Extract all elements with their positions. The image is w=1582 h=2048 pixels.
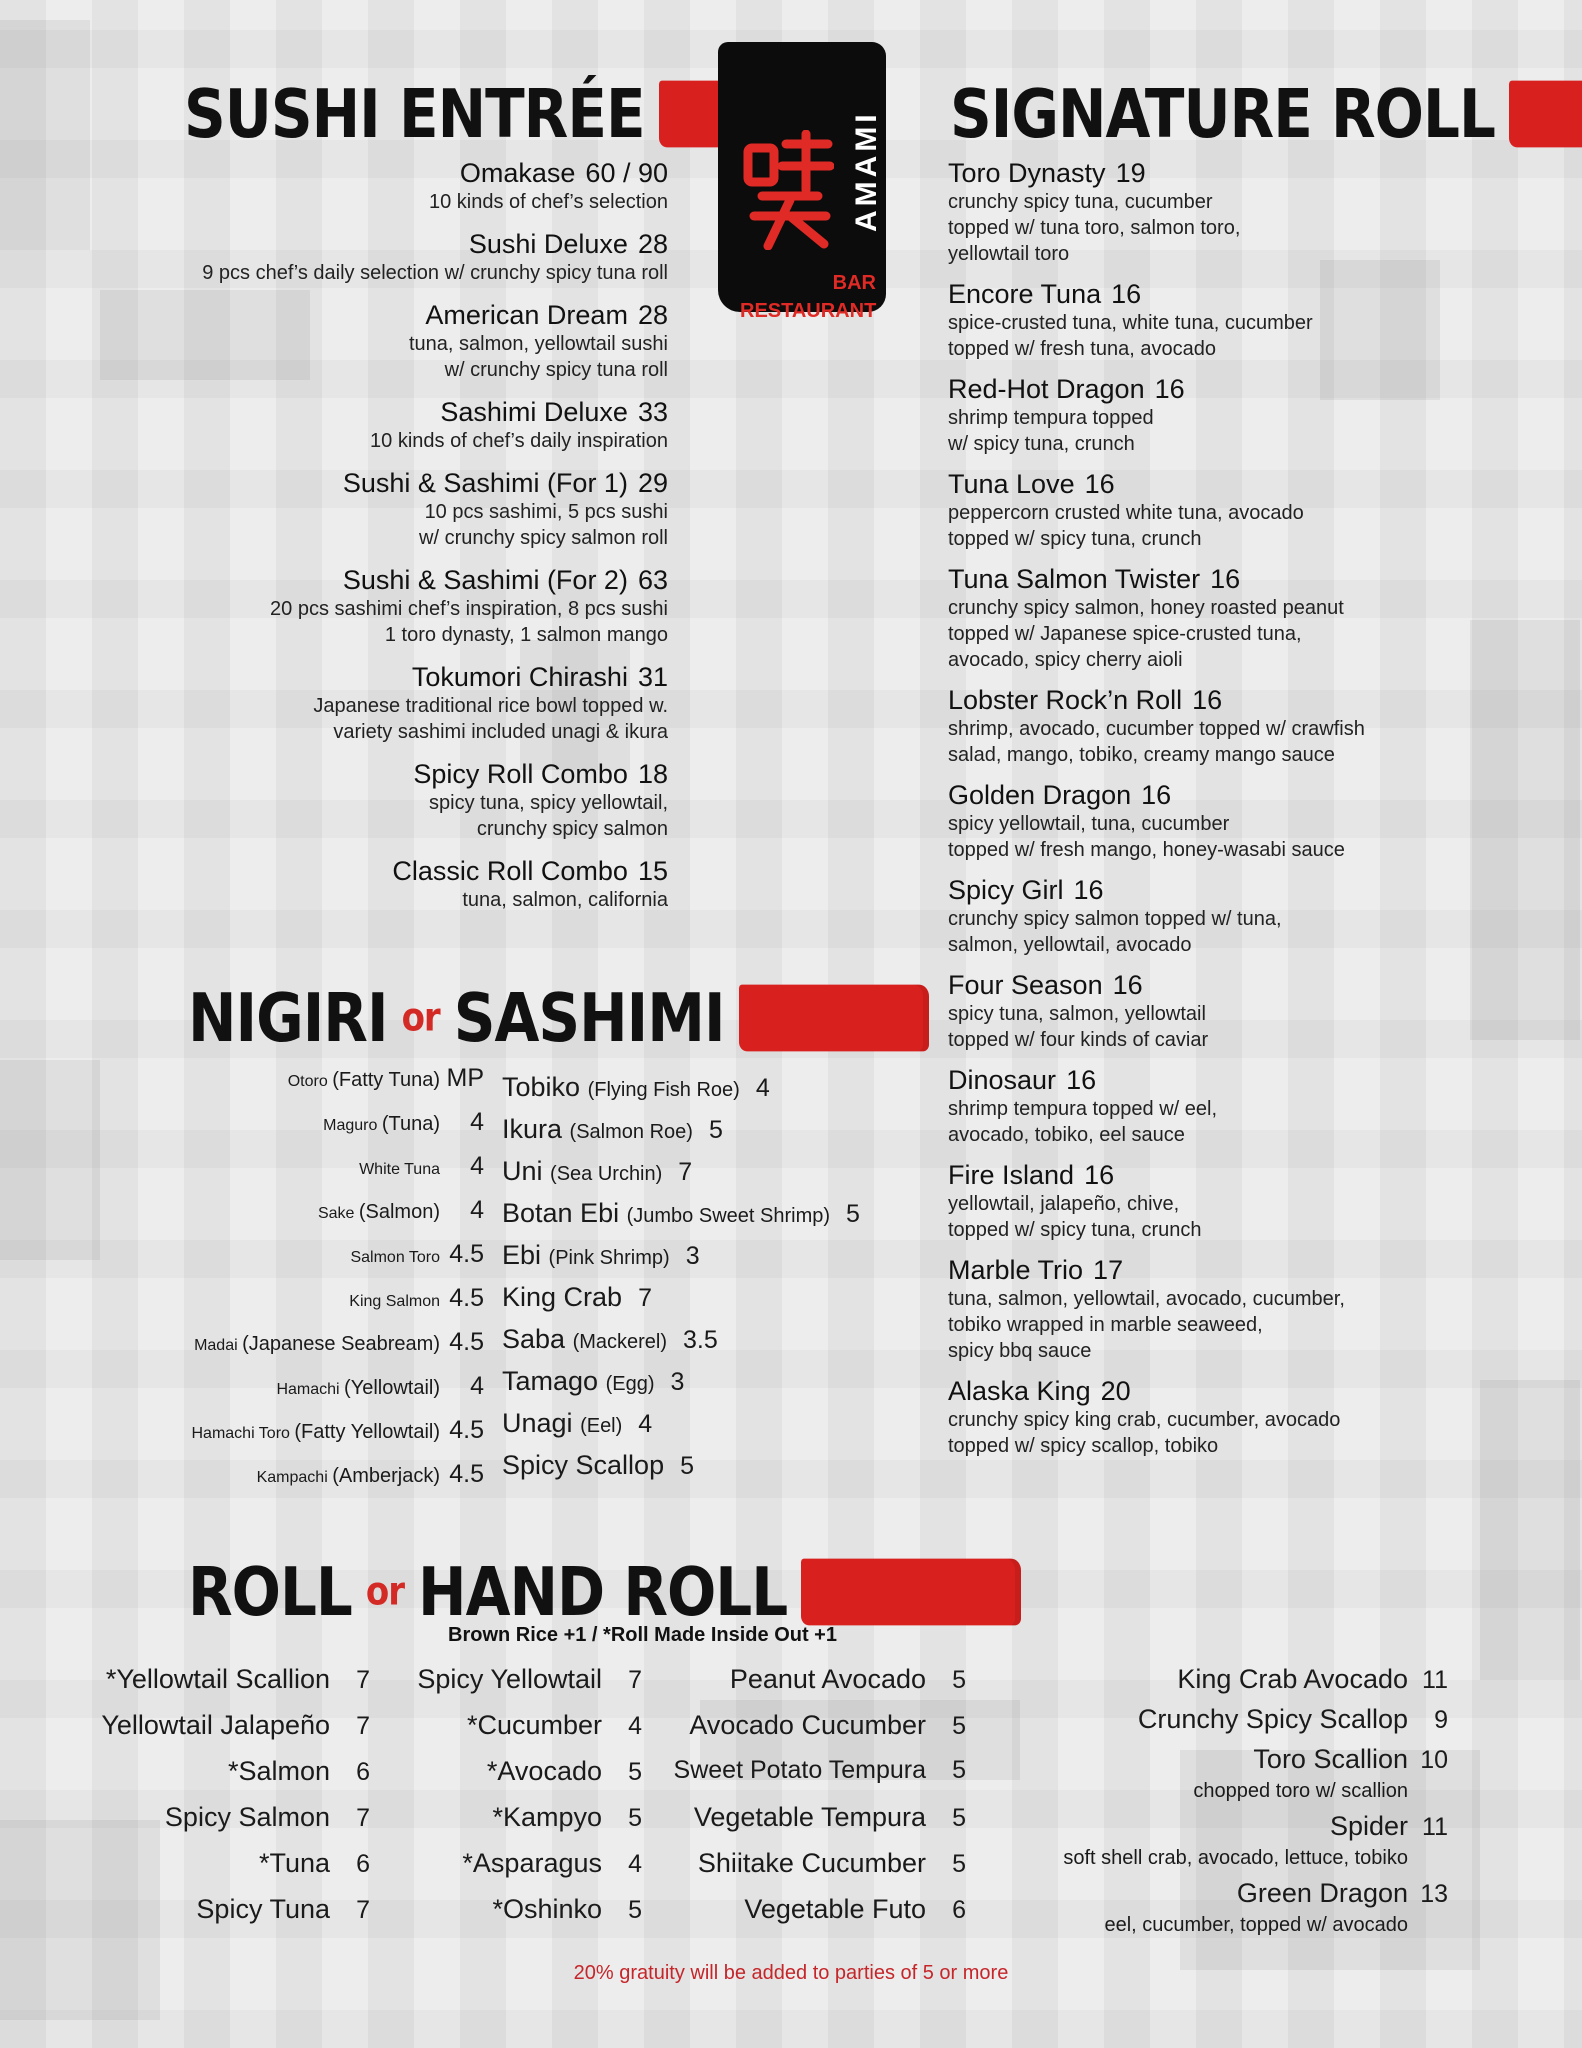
item-price: 6 (356, 1850, 370, 1878)
item-price: 5 (952, 1850, 966, 1878)
roll-item (660, 1802, 966, 1848)
nigiri-item (502, 1408, 922, 1450)
item-price: 5 (846, 1200, 860, 1228)
roll-item (70, 1894, 370, 1940)
item-name: Yellowtail Jalapeño (101, 1710, 330, 1740)
nigiri-item (60, 1196, 484, 1240)
item-price: 4 (755, 1074, 770, 1102)
item-price: 4 (470, 1152, 484, 1180)
item-price: 10 (1420, 1746, 1448, 1774)
item-name: Spicy Tuna (196, 1894, 330, 1924)
roll-item (70, 1802, 370, 1848)
item-price: 4 (638, 1410, 653, 1438)
item-name: Tamago (502, 1366, 599, 1396)
item-description: crunchy spicy king crab, cucumber, avocado topped w/ spicy scallop, tobiko (948, 1409, 1341, 1457)
heading-red-bar (801, 1559, 1021, 1626)
nigiri-item (502, 1240, 922, 1282)
roll-item (660, 1664, 966, 1710)
item-name: Golden Dragon (948, 780, 1132, 810)
item-name: Vegetable Tempura (693, 1802, 926, 1832)
item-translation: (Salmon) (358, 1201, 440, 1223)
item-name: Hamachi (276, 1381, 340, 1398)
item-name: Spicy Yellowtail (417, 1664, 602, 1694)
item-name: *Cucumber (466, 1710, 602, 1740)
sushi-entree-list (90, 158, 668, 927)
item-price: 4.5 (449, 1328, 484, 1356)
logo-restaurant-label: RESTAURANT (740, 300, 877, 322)
item-price: 16 (1154, 374, 1185, 404)
item-name: *Asparagus (462, 1848, 602, 1878)
roll-item (1000, 1878, 1448, 1937)
item-name: Toro Scallion (1253, 1744, 1408, 1774)
item-price: 16 (1210, 564, 1241, 594)
heading-red-bar (739, 985, 929, 1052)
menu-item (90, 759, 668, 842)
roll-title: ROLL (188, 1552, 352, 1632)
item-price: 7 (356, 1666, 370, 1694)
sushi-entree-title: SUSHI ENTRÉE (184, 74, 645, 154)
item-price: 29 (637, 468, 668, 498)
menu-item (948, 1376, 1508, 1459)
item-price: 4 (628, 1850, 642, 1878)
menu-item (90, 397, 668, 454)
nigiri-item (502, 1324, 922, 1366)
item-name: *Tuna (258, 1848, 330, 1878)
item-translation: (Flying Fish Roe) (587, 1079, 740, 1101)
item-price: 16 (1141, 780, 1172, 810)
logo-bar-label: BAR (832, 272, 876, 294)
item-name: Encore Tuna (948, 279, 1102, 309)
item-name: Toro Dynasty (948, 158, 1106, 188)
item-description: spice-crusted tuna, white tuna, cucumber topped w/ fresh tuna, avocado (948, 312, 1313, 360)
item-price: 5 (628, 1758, 642, 1786)
item-translation: (Pink Shrimp) (548, 1247, 670, 1269)
item-price: 7 (356, 1896, 370, 1924)
item-price: 28 (637, 229, 668, 259)
item-name: Madai (194, 1337, 238, 1354)
item-name: Shiitake Cucumber (697, 1848, 926, 1878)
item-price: 11 (1422, 1813, 1448, 1841)
item-price: 4 (470, 1196, 484, 1224)
item-price: 16 (1066, 1065, 1097, 1095)
roll-item (1000, 1811, 1448, 1870)
item-price: 4.5 (449, 1284, 484, 1312)
item-translation: (Salmon Roe) (569, 1121, 693, 1143)
item-price: 5 (680, 1452, 694, 1480)
item-translation: (Tuna) (381, 1113, 440, 1135)
item-price: 31 (637, 662, 668, 692)
item-translation: (Jumbo Sweet Shrimp) (626, 1205, 831, 1227)
item-name: Red-Hot Dragon (948, 374, 1145, 404)
menu-item (90, 300, 668, 383)
roll-item (380, 1664, 642, 1710)
item-price: 3 (685, 1242, 700, 1270)
item-price: 7 (356, 1804, 370, 1832)
item-name: *Oshinko (492, 1894, 602, 1924)
item-translation: (Eel) (580, 1415, 623, 1437)
item-price: 60 / 90 (585, 158, 668, 188)
item-name: Ikura (502, 1114, 563, 1144)
item-translation: (Mackerel) (572, 1331, 668, 1353)
item-name: Omakase (459, 158, 576, 188)
roll-item (1000, 1704, 1448, 1744)
roll-item (380, 1848, 642, 1894)
roll-item (1000, 1744, 1448, 1803)
item-price: 16 (1112, 970, 1143, 1000)
logo-name: AMAMI (850, 110, 883, 232)
item-description: soft shell crab, avocado, lettuce, tobiko (1063, 1847, 1408, 1869)
nigiri-item (60, 1284, 484, 1328)
item-price: 33 (637, 397, 668, 427)
item-price: 5 (628, 1804, 642, 1832)
item-name: White Tuna (359, 1161, 440, 1178)
sashimi-title: SASHIMI (453, 978, 725, 1058)
nigiri-item (60, 1152, 484, 1196)
gratuity-note: 20% gratuity will be added to parties of 5 or more (573, 1962, 1009, 1984)
item-description: shrimp tempura topped w/ eel, avocado, tobiko, eel sauce (948, 1098, 1218, 1146)
item-translation: (Japanese Seabream) (242, 1333, 440, 1355)
item-price: 5 (952, 1712, 966, 1740)
roll-item (660, 1894, 966, 1940)
item-price: 4 (470, 1372, 484, 1400)
nigiri-item (60, 1372, 484, 1416)
item-name: Kampachi (256, 1469, 328, 1486)
menu-item (948, 564, 1508, 673)
item-name: *Kampyo (492, 1802, 602, 1832)
item-price: 7 (638, 1284, 652, 1312)
roll-hand-roll-heading (188, 1553, 1021, 1631)
roll-list-3 (660, 1664, 966, 1940)
item-name: Vegetable Futo (744, 1894, 926, 1924)
item-description: 9 pcs chef’s daily selection w/ crunchy spicy tuna roll (202, 262, 668, 284)
roll-item (1000, 1664, 1448, 1704)
item-name: Peanut Avocado (729, 1664, 926, 1694)
item-price: 16 (1073, 875, 1104, 905)
item-price: 11 (1422, 1666, 1448, 1694)
item-name: *Avocado (486, 1756, 602, 1786)
item-description: shrimp, avocado, cucumber topped w/ crawfish salad, mango, tobiko, creamy mango sauce (948, 718, 1365, 766)
menu-item (948, 279, 1508, 362)
item-description: eel, cucumber, topped w/ avocado (1104, 1914, 1408, 1936)
heading-red-bar (1509, 81, 1582, 148)
item-name: Maguro (323, 1117, 378, 1134)
item-price: 28 (637, 300, 668, 330)
menu-item (948, 1065, 1508, 1148)
item-name: Fire Island (948, 1160, 1075, 1190)
nigiri-item (502, 1072, 922, 1114)
signature-roll-list (948, 158, 1508, 1471)
item-name: Spicy Roll Combo (413, 759, 628, 789)
item-name: Alaska King (948, 1376, 1091, 1406)
nigiri-item (502, 1114, 922, 1156)
item-name: Uni (502, 1156, 543, 1186)
roll-item (380, 1802, 642, 1848)
item-description: 10 kinds of chef’s selection (428, 191, 668, 213)
item-description: peppercorn crusted white tuna, avocado topped w/ spicy tuna, crunch (948, 502, 1304, 550)
item-price: 7 (678, 1158, 693, 1186)
menu-item (948, 1255, 1508, 1364)
signature-roll-heading (950, 75, 1582, 153)
item-translation: (Fatty Tuna) (332, 1069, 440, 1091)
item-name: American Dream (425, 300, 628, 330)
roll-item (380, 1756, 642, 1802)
item-price: 5 (708, 1116, 723, 1144)
nigiri-right-list (502, 1072, 922, 1492)
item-description: spicy yellowtail, tuna, cucumber topped w/ fresh mango, honey-wasabi sauce (948, 813, 1345, 861)
item-description: spicy tuna, spicy yellowtail, crunchy spicy salmon (429, 792, 668, 840)
item-name: Tokumori Chirashi (411, 662, 628, 692)
item-name: Sushi Deluxe (468, 229, 628, 259)
roll-item (380, 1710, 642, 1756)
item-name: Sushi & Sashimi (For 2) (342, 565, 628, 595)
menu-item (90, 662, 668, 745)
item-name: Sashimi Deluxe (440, 397, 628, 427)
item-price: 16 (1192, 685, 1223, 715)
roll-item (70, 1756, 370, 1802)
roll-item (70, 1664, 370, 1710)
item-price: 3.5 (683, 1326, 718, 1354)
menu-item (948, 469, 1508, 552)
roll-item (660, 1756, 966, 1802)
item-price: 7 (628, 1666, 642, 1694)
item-name: Sushi & Sashimi (For 1) (342, 468, 628, 498)
item-description: 20 pcs sashimi chef’s inspiration, 8 pcs sushi 1 toro dynasty, 1 salmon mango (270, 598, 668, 646)
item-name: Ebi (502, 1240, 542, 1270)
menu-item (948, 685, 1508, 768)
item-name: Four Season (948, 970, 1103, 1000)
item-price: 6 (952, 1896, 966, 1924)
item-price: 4 (470, 1108, 484, 1136)
menu-item (90, 565, 668, 648)
nigiri-left-list (60, 1064, 484, 1504)
item-price: 16 (1111, 279, 1142, 309)
nigiri-item (60, 1240, 484, 1284)
item-translation: (Sea Urchin) (550, 1163, 663, 1185)
menu-item (948, 1160, 1508, 1243)
menu-item (948, 374, 1508, 457)
item-price: 6 (356, 1758, 370, 1786)
item-price: 5 (952, 1804, 966, 1832)
item-name: Sweet Potato Tempura (673, 1756, 926, 1784)
item-name: Tuna Salmon Twister (948, 564, 1201, 594)
item-description: tuna, salmon, yellowtail, avocado, cucumber, tobiko wrapped in marble seaweed, spicy bbq sauce (948, 1288, 1345, 1362)
hand-roll-title: HAND ROLL (418, 1552, 788, 1632)
roll-item (380, 1894, 642, 1940)
nigiri-item (502, 1156, 922, 1198)
nigiri-title: NIGIRI (188, 978, 388, 1058)
item-description: 10 pcs sashimi, 5 pcs sushi w/ crunchy spicy salmon roll (419, 501, 668, 549)
nigiri-item (502, 1282, 922, 1324)
item-translation: (Egg) (605, 1373, 655, 1395)
item-description: spicy tuna, salmon, yellowtail topped w/ four kinds of caviar (948, 1003, 1209, 1051)
item-description: 10 kinds of chef’s daily inspiration (370, 430, 668, 452)
item-name: Spicy Scallop (502, 1450, 665, 1480)
menu-item (948, 780, 1508, 863)
item-price: 4.5 (449, 1416, 484, 1444)
item-price: 5 (628, 1896, 642, 1924)
item-name: Tuna Love (948, 469, 1075, 499)
item-price: 3 (670, 1368, 685, 1396)
item-price: 16 (1084, 1160, 1115, 1190)
item-name: Spicy Girl (948, 875, 1064, 905)
item-description: tuna, salmon, california (462, 889, 668, 911)
item-name: Tobiko (502, 1072, 581, 1102)
roll-item (70, 1848, 370, 1894)
item-description: Japanese traditional rice bowl topped w. variety sashimi included unagi & ikura (313, 695, 668, 743)
menu-item (90, 229, 668, 286)
item-price: 7 (356, 1712, 370, 1740)
nigiri-sashimi-heading (188, 979, 929, 1057)
roll-note: Brown Rice +1 / *Roll Made Inside Out +1 (448, 1624, 837, 1646)
item-name: King Crab Avocado (1177, 1664, 1408, 1694)
item-name: *Salmon (227, 1756, 330, 1786)
item-price: MP (446, 1064, 484, 1092)
menu-item (90, 158, 668, 215)
item-name: Spicy Salmon (164, 1802, 330, 1832)
roll-list-2 (380, 1664, 642, 1940)
nigiri-item (502, 1366, 922, 1408)
item-name: *Yellowtail Scallion (105, 1664, 330, 1694)
item-name: Spider (1329, 1811, 1408, 1841)
roll-item (660, 1710, 966, 1756)
item-translation: (Yellowtail) (344, 1377, 440, 1399)
item-translation: (Fatty Yellowtail) (294, 1421, 440, 1443)
item-name: Green Dragon (1236, 1878, 1408, 1908)
item-description: crunchy spicy tuna, cucumber topped w/ tuna toro, salmon toro, yellowtail toro (948, 191, 1241, 265)
item-name: Otoro (287, 1073, 328, 1090)
item-description: crunchy spicy salmon topped w/ tuna, salmon, yellowtail, avocado (948, 908, 1282, 956)
item-description: yellowtail, jalapeño, chive, topped w/ spicy tuna, crunch (948, 1193, 1202, 1241)
nigiri-item (60, 1328, 484, 1372)
item-name: Botan Ebi (502, 1198, 620, 1228)
amami-kanji-logo-icon (742, 130, 834, 255)
nigiri-item (502, 1450, 922, 1492)
menu-item (948, 970, 1508, 1053)
roll-list-4 (1000, 1664, 1448, 1937)
item-price: 13 (1420, 1880, 1448, 1908)
nigiri-item (60, 1108, 484, 1152)
item-price: 4.5 (449, 1460, 484, 1488)
nigiri-item (60, 1460, 484, 1504)
item-price: 9 (1434, 1706, 1448, 1734)
item-description: shrimp tempura topped w/ spicy tuna, crunch (948, 407, 1154, 455)
nigiri-or: or (401, 995, 440, 1041)
item-description: crunchy spicy salmon, honey roasted peanut topped w/ Japanese spice-crusted tuna, avocado, spicy cherry aioli (948, 597, 1344, 671)
item-name: Unagi (502, 1408, 573, 1438)
roll-list-1 (70, 1664, 370, 1940)
item-name: Lobster Rock’n Roll (948, 685, 1183, 715)
item-name: Salmon Toro (350, 1249, 440, 1266)
item-price: 15 (637, 856, 668, 886)
roll-item (70, 1710, 370, 1756)
item-price: 17 (1093, 1255, 1124, 1285)
item-description: chopped toro w/ scallion (1193, 1780, 1408, 1802)
item-price: 20 (1100, 1376, 1131, 1406)
menu-item (90, 468, 668, 551)
menu-item (948, 875, 1508, 958)
nigiri-item (502, 1198, 922, 1240)
roll-or: or (365, 1569, 405, 1615)
item-name: Dinosaur (948, 1065, 1057, 1095)
nigiri-item (60, 1416, 484, 1460)
item-price: 16 (1084, 469, 1115, 499)
roll-item (660, 1848, 966, 1894)
item-price: 63 (637, 565, 668, 595)
item-price: 5 (952, 1756, 966, 1784)
item-description: tuna, salmon, yellowtail sushi w/ crunchy spicy tuna roll (408, 333, 668, 381)
item-price: 18 (637, 759, 668, 789)
item-name: Saba (502, 1324, 566, 1354)
nigiri-item (60, 1064, 484, 1108)
item-name: Crunchy Spicy Scallop (1137, 1704, 1408, 1734)
item-name: Avocado Cucumber (689, 1710, 926, 1740)
menu-item (948, 158, 1508, 267)
item-price: 4.5 (449, 1240, 484, 1268)
item-name: King Crab (502, 1282, 623, 1312)
item-name: Classic Roll Combo (392, 856, 628, 886)
item-name: Sake (317, 1205, 355, 1222)
item-name: Hamachi Toro (191, 1425, 290, 1442)
item-name: King Salmon (349, 1293, 440, 1310)
item-price: 4 (628, 1712, 642, 1740)
item-price: 5 (952, 1666, 966, 1694)
item-name: Marble Trio (948, 1255, 1084, 1285)
menu-item (90, 856, 668, 913)
amami-logo (718, 42, 886, 312)
item-translation: (Amberjack) (332, 1465, 440, 1487)
signature-roll-title: SIGNATURE ROLL (950, 74, 1495, 154)
item-price: 19 (1115, 158, 1146, 188)
